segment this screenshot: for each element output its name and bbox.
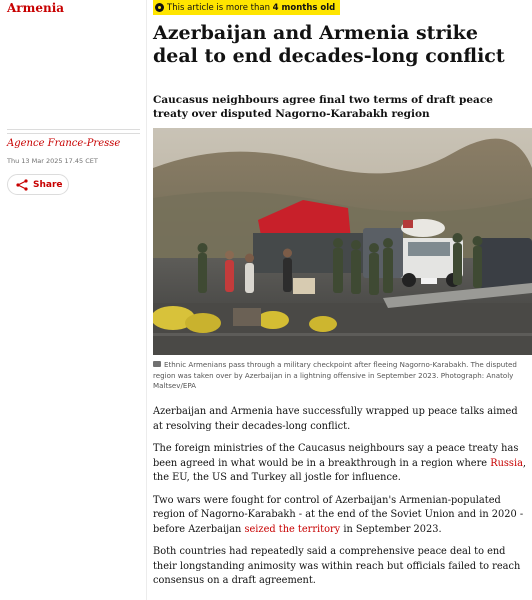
body-paragraph-4: Both countries had repeatedly said a comprehensive peace deal to end their longstanding animosity was within reach but officials failed to reach consensus on a draft agreement. — [153, 546, 521, 586]
column-divider — [146, 0, 147, 600]
seized-territory-link[interactable]: seized the territory — [244, 523, 341, 535]
photo-caption: Ethnic Armenians pass through a military checkpoint after fleeing Nagorno-Karabakh. The disputed region was taken over by Azerbaijan in a lightning offensive in September 2023. Photograph: Anatoly Maltsev/EPA — [153, 360, 517, 390]
article-headline: Azerbaijan and Armenia strike deal to end decades-long conflict — [153, 22, 505, 67]
byline-divider-2 — [7, 133, 140, 134]
share-button[interactable] — [7, 174, 69, 195]
camera-icon — [153, 361, 161, 367]
clock-icon — [155, 3, 164, 12]
publish-timestamp: Thu 13 Mar 2025 17.45 CET — [7, 157, 98, 165]
body-paragraph-1: Azerbaijan and Armenia have successfully wrapped up peace talks aimed at resolving their decades-long conflict. — [153, 406, 518, 432]
article-age-badge — [153, 0, 340, 15]
article-age-text: This article is more than 4 months old — [167, 2, 336, 13]
checkpoint-photo — [153, 128, 532, 355]
share-icon — [16, 179, 28, 191]
body-paragraph-3: Two wars were fought for control of Azerbaijan's Armenian-populated region of Nagorno-Karabakh - at the end of the Soviet Union and in 2020 - before Azerbaijan seized the territory in September 2023. — [153, 494, 524, 535]
author-link[interactable]: Agence France-Presse — [7, 138, 121, 149]
byline-divider — [7, 129, 140, 130]
article-standfirst: Caucasus neighbours agree final two terms of draft peace treaty over disputed Nagorno-Karabakh region — [153, 94, 493, 120]
share-label: Share — [33, 179, 63, 190]
section-link[interactable]: Armenia — [7, 1, 65, 15]
left-column — [0, 0, 146, 600]
article-body — [153, 405, 528, 597]
body-paragraph-2: The foreign ministries of the Caucasus neighbours say a peace treaty has been agreed in what would be in a breakthrough in a region where Russia, the EU, the US and Turkey all jostle for influence. — [153, 443, 527, 483]
russia-link[interactable]: Russia — [490, 457, 523, 469]
hero-photo[interactable] — [153, 128, 532, 355]
